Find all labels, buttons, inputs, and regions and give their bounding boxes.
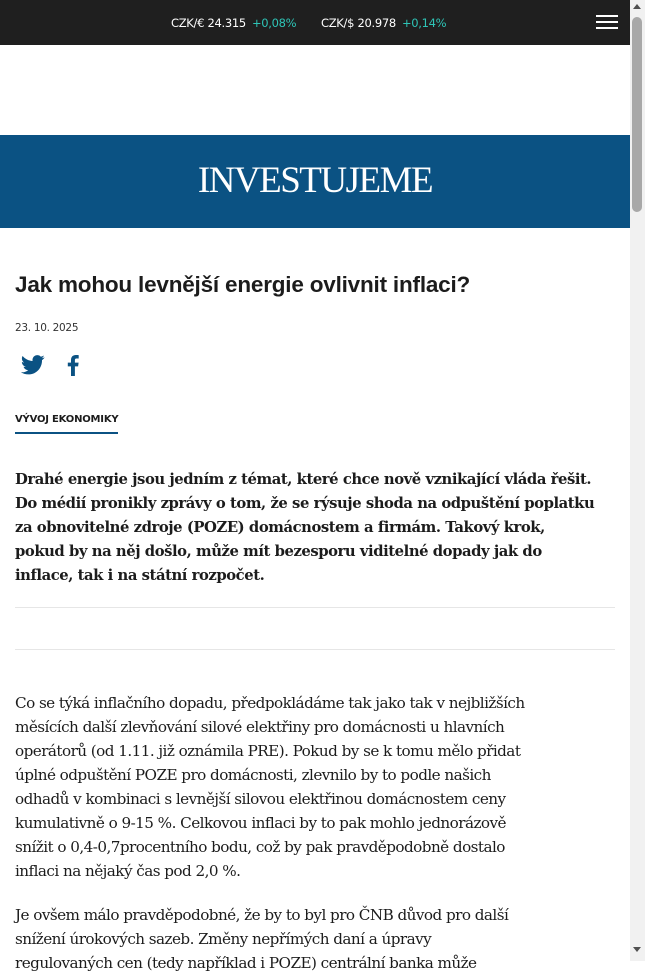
ticker-change: +0,08% bbox=[251, 16, 297, 30]
scroll-down-arrow-icon[interactable] bbox=[633, 947, 641, 952]
article-lead: Drahé energie jsou jedním z témat, které chce nově vznikající vláda řešit. Do médií pronikly zprávy o tom, že se rýsuje shoda na odpuštění poplatku za obnovitelné zdroje (POZE) domácnostem a firmám. Takový krok, pokud by na něj došlo, může mít bezesporu viditelné dopady jak do inflace, tak i na státní rozpočet. bbox=[15, 471, 595, 584]
article-title: Jak mohou levnější energie ovlivnit inflaci? bbox=[15, 272, 471, 297]
facebook-glyph bbox=[61, 354, 85, 376]
menu-line bbox=[596, 27, 618, 29]
hamburger-menu-icon[interactable] bbox=[596, 13, 618, 31]
brand-banner bbox=[0, 135, 630, 228]
twitter-icon[interactable] bbox=[21, 354, 45, 376]
ticker-pair: CZK/$ 20.978 bbox=[321, 16, 396, 30]
facebook-icon[interactable] bbox=[61, 354, 85, 376]
currency-ticker-bar bbox=[0, 0, 630, 45]
article-paragraph: Je ovšem málo pravděpodobné, že by to byl pro ČNB důvod pro další snížení úrokových sazeb. Změny nepřímých daní a úpravy regulovaných cen (tedy například i POZE) centrální banka může bbox=[15, 906, 509, 972]
ticker-item-eur[interactable] bbox=[171, 16, 296, 30]
article-date: 23. 10. 2025 bbox=[15, 322, 79, 334]
scroll-up-arrow-icon[interactable] bbox=[633, 4, 641, 9]
vertical-scrollbar[interactable] bbox=[630, 0, 645, 961]
scrollbar-thumb[interactable] bbox=[632, 17, 642, 212]
site-logo[interactable]: INVESTUJEME bbox=[197, 160, 433, 201]
ticker-pair: CZK/€ 24.315 bbox=[171, 16, 246, 30]
divider bbox=[15, 649, 615, 650]
ticker-item-usd[interactable] bbox=[321, 16, 446, 30]
ticker-change: +0,14% bbox=[401, 16, 447, 30]
article-paragraph: Co se týká inflačního dopadu, předpokládáme tak jako tak v nejbližších měsících další zlevňování silové elektřiny pro domácnosti u hlavních operátorů (od 1.11. již oznámila PRE). Pokud by se k tomu mělo přidat úplné odpuštění POZE pro domácnosti, zlevnilo by to podle našich odhadů v kombinaci s levnější silovou elektřinou domácnostem ceny kumulativně o 9-15 %. Celkovou inflaci by to pak mohlo jednorázově snížit o 0,4-0,7procentního bodu, což by pak pravděpodobně dostalo inflaci na nějaký čas pod 2,0 %. bbox=[15, 694, 525, 880]
menu-line bbox=[596, 21, 618, 23]
menu-line bbox=[596, 15, 618, 17]
category-tag[interactable]: VÝVOJ EKONOMIKY bbox=[15, 414, 118, 434]
divider bbox=[15, 607, 615, 608]
twitter-glyph bbox=[21, 354, 45, 376]
